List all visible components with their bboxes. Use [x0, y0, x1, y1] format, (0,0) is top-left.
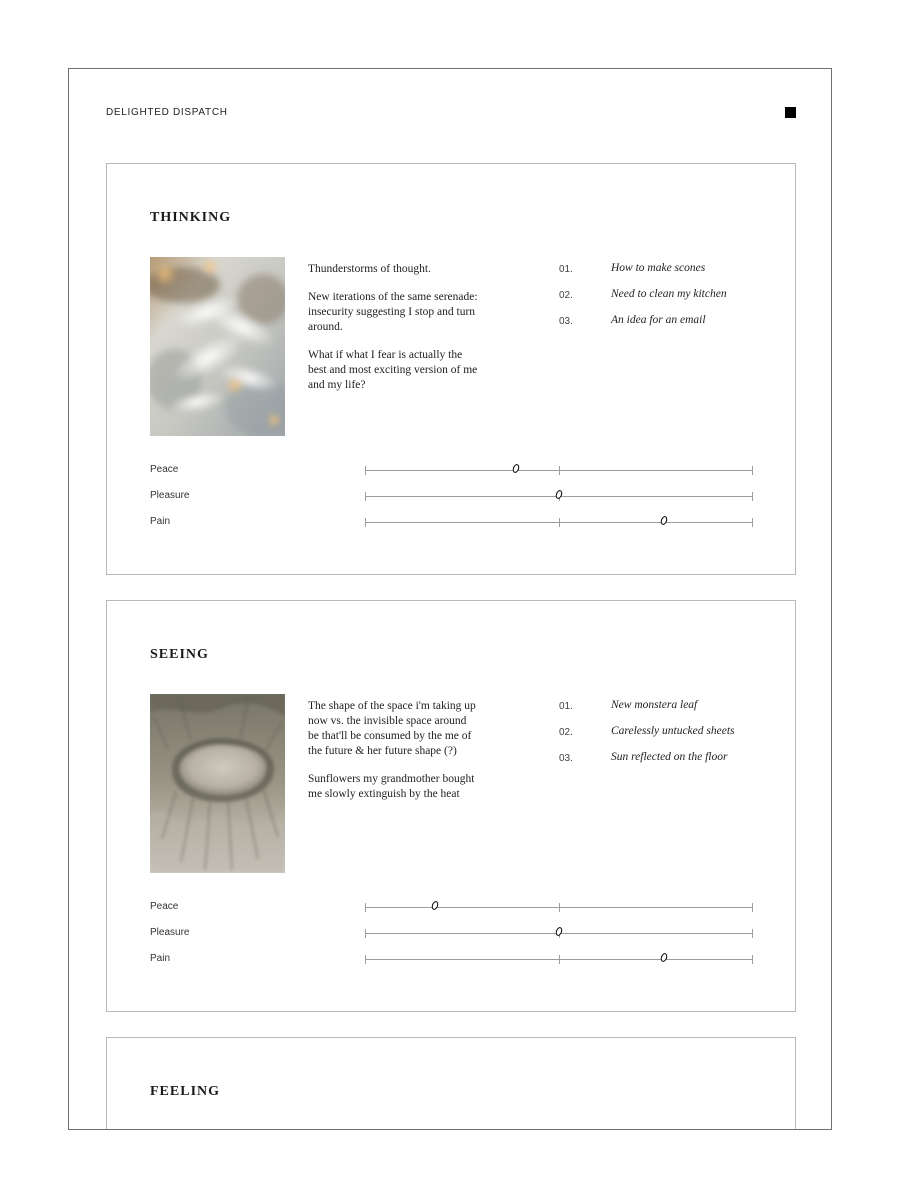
seeing-card	[106, 600, 796, 1012]
paragraph: Sunflowers my grandmother bought me slowly extinguish by the heat	[308, 773, 475, 800]
list-number: 01.	[559, 264, 573, 275]
paragraph: What if what I fear is actually the best and most exciting version of me and my life?	[308, 349, 478, 391]
meter-label: Pain	[150, 953, 171, 964]
meter-tick-left	[365, 903, 366, 912]
meter-label: Pleasure	[150, 490, 190, 501]
meter-tick-left	[365, 492, 366, 501]
meter-track[interactable]	[365, 907, 753, 908]
meter-tick-middle	[559, 518, 560, 527]
meter-marker[interactable]	[512, 463, 521, 474]
meter-label: Pain	[150, 516, 171, 527]
square-menu-icon[interactable]	[785, 107, 796, 118]
meter-pain	[150, 949, 760, 975]
meter-tick-right	[752, 903, 753, 912]
meter-track[interactable]	[365, 933, 753, 934]
meter-tick-middle	[559, 903, 560, 912]
list-text: New monstera leaf	[611, 699, 698, 711]
page-frame	[68, 68, 832, 1130]
section-title-feeling: FEELING	[150, 1084, 221, 1099]
list-text: How to make scones	[611, 262, 706, 274]
list-number: 02.	[559, 727, 573, 738]
list-text: Carelessly untucked sheets	[611, 725, 735, 737]
meter-track[interactable]	[365, 959, 753, 960]
sunlight-water-reflection-photo	[150, 257, 285, 436]
list-number: 01.	[559, 701, 573, 712]
meter-tick-right	[752, 518, 753, 527]
meter-label: Peace	[150, 464, 179, 475]
thinking-list	[559, 262, 779, 340]
list-text: Need to clean my kitchen	[611, 288, 727, 300]
list-text: An idea for an email	[611, 314, 706, 326]
list-item	[559, 288, 779, 314]
brand-title: DELIGHTED DISPATCH	[106, 107, 228, 118]
meter-tick-left	[365, 955, 366, 964]
thinking-text	[308, 262, 478, 406]
meter-tick-left	[365, 466, 366, 475]
meter-track[interactable]	[365, 496, 753, 497]
paragraph: The shape of the space i'm taking up now vs. the invisible space around be that'll be consumed by the me of the future & her future shape (?)	[308, 700, 476, 757]
meter-peace	[150, 897, 760, 923]
meter-tick-middle	[559, 955, 560, 964]
section-title-seeing: SEEING	[150, 647, 209, 662]
meter-tick-right	[752, 492, 753, 501]
crater-aerial-photo	[150, 694, 285, 873]
list-item	[559, 262, 779, 288]
meter-tick-right	[752, 955, 753, 964]
meter-pleasure	[150, 923, 760, 949]
meter-tick-right	[752, 466, 753, 475]
paragraph: New iterations of the same serenade: insecurity suggesting I stop and turn around.	[308, 291, 478, 333]
meter-marker[interactable]	[430, 900, 439, 911]
meter-marker[interactable]	[659, 515, 668, 526]
seeing-list	[559, 699, 779, 777]
meter-pain	[150, 512, 760, 538]
list-item	[559, 751, 779, 777]
meter-tick-left	[365, 929, 366, 938]
meter-label: Peace	[150, 901, 179, 912]
meter-marker[interactable]	[555, 926, 564, 937]
meter-track[interactable]	[365, 522, 753, 523]
seeing-text	[308, 699, 478, 815]
meter-track[interactable]	[365, 470, 753, 471]
list-item	[559, 314, 779, 340]
section-title-thinking: THINKING	[150, 210, 232, 225]
list-item	[559, 725, 779, 751]
thinking-meters	[150, 460, 760, 538]
seeing-meters	[150, 897, 760, 975]
meter-tick-middle	[559, 466, 560, 475]
list-number: 02.	[559, 290, 573, 301]
meter-marker[interactable]	[555, 489, 564, 500]
meter-label: Pleasure	[150, 927, 190, 938]
meter-peace	[150, 460, 760, 486]
meter-tick-left	[365, 518, 366, 527]
paragraph: Thunderstorms of thought.	[308, 263, 431, 275]
meter-tick-right	[752, 929, 753, 938]
thinking-card	[106, 163, 796, 575]
list-text: Sun reflected on the floor	[611, 751, 728, 763]
meter-marker[interactable]	[659, 952, 668, 963]
feeling-card	[106, 1037, 796, 1130]
list-item	[559, 699, 779, 725]
list-number: 03.	[559, 753, 573, 764]
list-number: 03.	[559, 316, 573, 327]
meter-pleasure	[150, 486, 760, 512]
